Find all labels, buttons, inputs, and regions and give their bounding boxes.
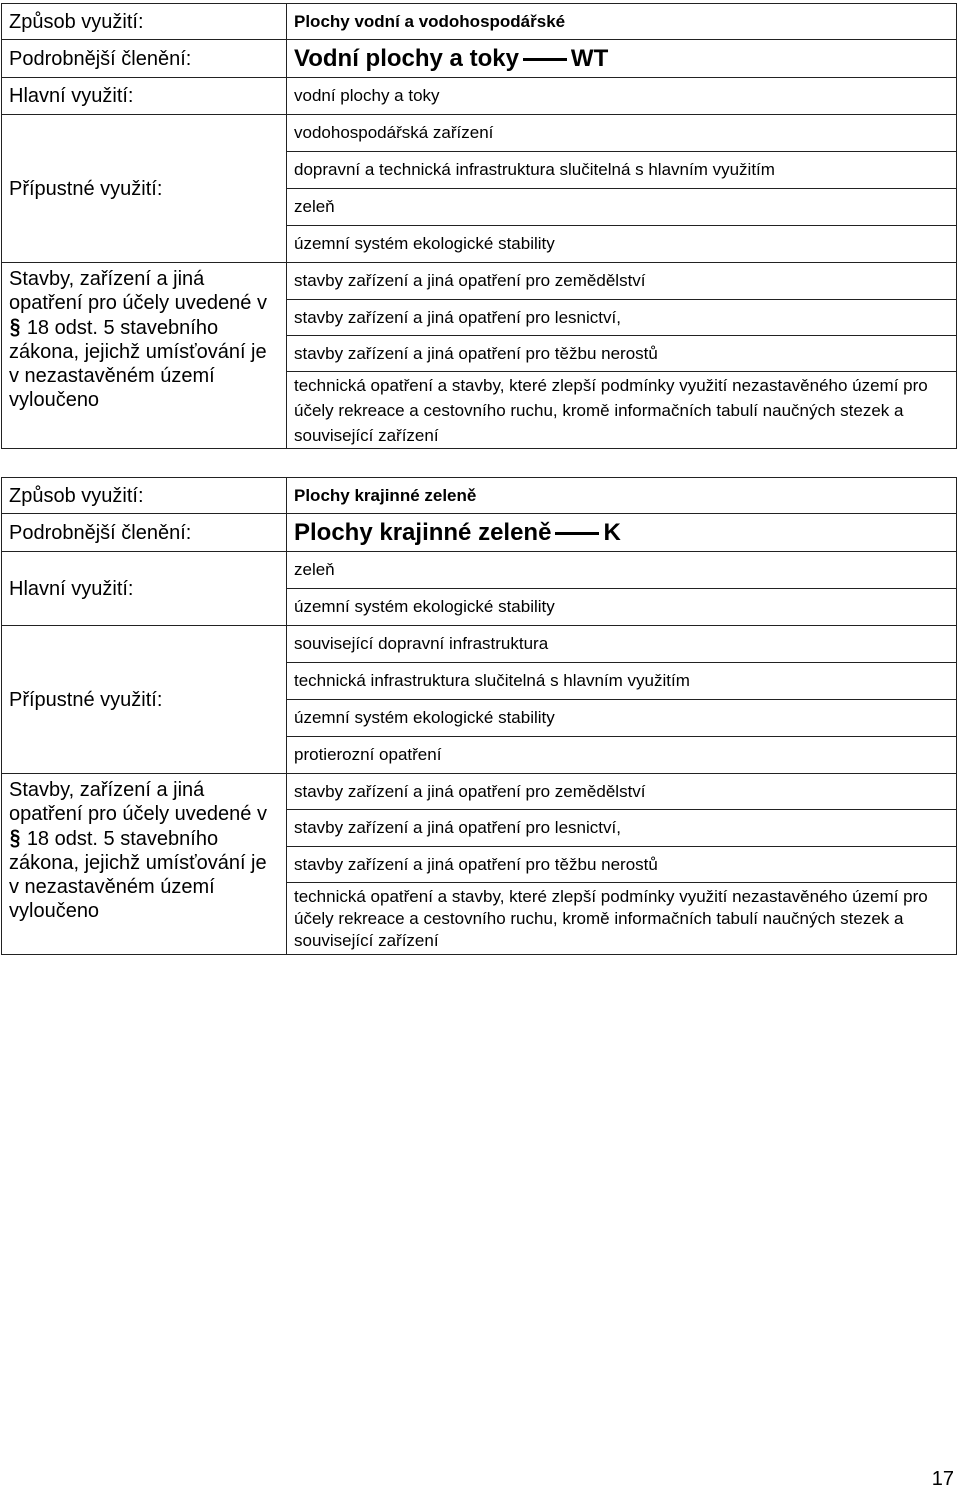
regulation-table-water xyxy=(1,3,957,449)
page-number: 17 xyxy=(931,1468,954,1490)
pripustne-item: územní systém ekologické stability xyxy=(287,700,957,737)
paragraph-sign: § xyxy=(9,825,21,850)
pripustne-item: technická infrastruktura slučitelná s hlavním využitím xyxy=(287,663,957,700)
hlavni-label: Hlavní využití: xyxy=(2,78,287,115)
stavby-label-text-2: 18 odst. 5 stavebního zákona, jejichž umísťování je v nezastavěném území vyloučeno xyxy=(9,828,267,922)
dash xyxy=(555,532,599,535)
dash xyxy=(523,58,567,61)
stavby-item: technická opatření a stavby, které zlepší podmínky využití nezastavěného území pro účely rekreace a cestovního ruchu, kromě informačních tabulí naučných stezek a související zařízení xyxy=(287,883,957,955)
zpusob-label: Způsob využití: xyxy=(2,478,287,514)
pripustne-item: dopravní a technická infrastruktura slučitelná s hlavním využitím xyxy=(287,152,957,189)
regulation-table-greenery xyxy=(1,477,957,955)
pripustne-item: vodohospodářská zařízení xyxy=(287,115,957,152)
pripustne-item: územní systém ekologické stability xyxy=(287,226,957,263)
pripustne-item: zeleň xyxy=(287,189,957,226)
podrobnejsi-label: Podrobnější členění: xyxy=(2,514,287,552)
stavby-item: stavby zařízení a jiná opatření pro zemědělství xyxy=(287,774,957,810)
paragraph-sign: § xyxy=(9,314,21,339)
pripustne-item: související dopravní infrastruktura xyxy=(287,626,957,663)
zpusob-value: Plochy krajinné zeleně xyxy=(287,478,957,514)
hlavni-label: Hlavní využití: xyxy=(2,552,287,626)
hlavni-item: vodní plochy a toky xyxy=(287,78,957,115)
pripustne-item: protierozní opatření xyxy=(287,737,957,774)
stavby-item: stavby zařízení a jiná opatření pro lesnictví, xyxy=(287,810,957,847)
stavby-item: stavby zařízení a jiná opatření pro zemědělství xyxy=(287,263,957,300)
podrobnejsi-name: Vodní plochy a toky xyxy=(294,44,519,72)
pripustne-label: Přípustné využití: xyxy=(2,626,287,774)
podrobnejsi-value xyxy=(287,40,957,78)
podrobnejsi-name: Plochy krajinné zeleně xyxy=(294,518,552,546)
stavby-label xyxy=(2,263,287,449)
stavby-label-text-2: 18 odst. 5 stavebního zákona, jejichž umísťování je v nezastavěném území vyloučeno xyxy=(9,317,267,411)
hlavni-item: územní systém ekologické stability xyxy=(287,589,957,626)
zpusob-label: Způsob využití: xyxy=(2,4,287,40)
hlavni-item: zeleň xyxy=(287,552,957,589)
stavby-item: stavby zařízení a jiná opatření pro lesnictví, xyxy=(287,300,957,336)
stavby-label-text: Stavby, zařízení a jiná opatření pro účely uvedené v xyxy=(9,779,267,825)
stavby-item: stavby zařízení a jiná opatření pro těžbu nerostů xyxy=(287,336,957,372)
podrobnejsi-label: Podrobnější členění: xyxy=(2,40,287,78)
stavby-item: technická opatření a stavby, které zlepší podmínky využití nezastavěného území pro účely rekreace a cestovního ruchu, kromě informačních tabulí naučných stezek a související zařízení xyxy=(287,372,957,449)
pripustne-label: Přípustné využití: xyxy=(2,115,287,263)
stavby-label-text: Stavby, zařízení a jiná opatření pro účely uvedené v xyxy=(9,268,267,314)
podrobnejsi-code: K xyxy=(603,518,621,546)
podrobnejsi-value xyxy=(287,514,957,552)
stavby-item: stavby zařízení a jiná opatření pro těžbu nerostů xyxy=(287,847,957,883)
zpusob-value: Plochy vodní a vodohospodářské xyxy=(287,4,957,40)
stavby-label xyxy=(2,774,287,955)
podrobnejsi-code: WT xyxy=(570,44,609,72)
